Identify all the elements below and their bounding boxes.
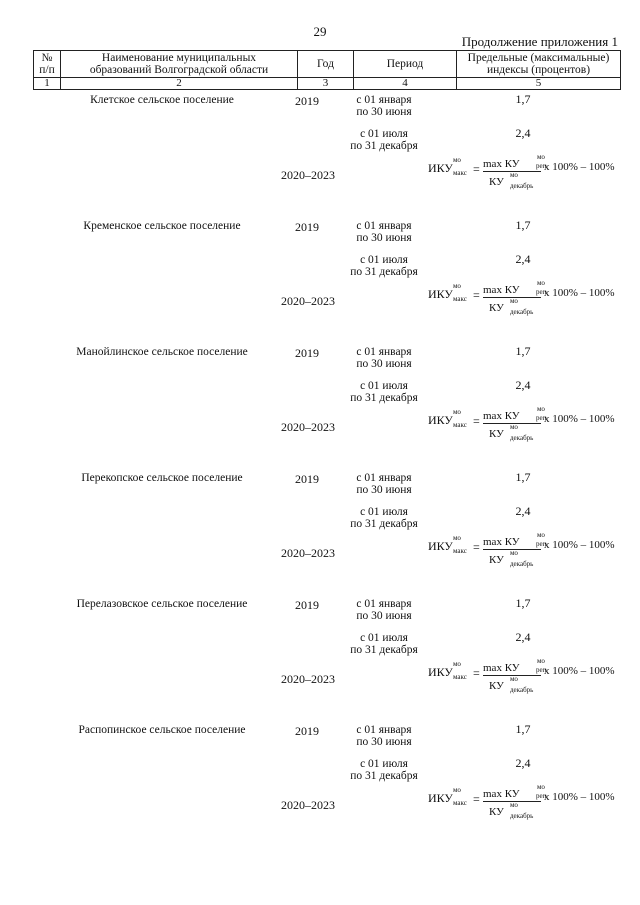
municipality-name: Клетское сельское поселение: [90, 94, 234, 106]
formula-lhs-sub: макс: [453, 673, 467, 681]
formula-lhs-sup: мо: [453, 408, 461, 416]
formula-lhs: ИКУ: [428, 287, 453, 301]
formula-denominator-sup: мо: [510, 549, 518, 557]
formula-equals: =: [473, 162, 480, 176]
formula-denominator: КУ: [489, 554, 504, 566]
column-number-5: 5: [457, 78, 621, 90]
year-range: 2020–2023: [281, 672, 335, 686]
period-second-half: с 01 июля по 31 декабря: [350, 254, 418, 278]
formula-denominator-sub: декабрь: [510, 434, 534, 442]
formula-numerator-sup: мо: [537, 657, 545, 665]
formula-denominator: КУ: [489, 806, 504, 818]
formula-denominator-sup: мо: [510, 801, 518, 809]
formula-denominator: КУ: [489, 176, 504, 188]
formula-equals: =: [473, 792, 480, 806]
formula-lhs-sub: макс: [453, 169, 467, 177]
year-2019: 2019: [295, 220, 319, 234]
formula-numerator-sup: мо: [537, 153, 545, 161]
year-range: 2020–2023: [281, 294, 335, 308]
formula-denominator: КУ: [489, 680, 504, 692]
year-2019: 2019: [295, 346, 319, 360]
index-first-half: 1,7: [515, 722, 531, 736]
period-first-half: с 01 января по 30 июня: [356, 472, 412, 496]
index-second-half: 2,4: [515, 756, 531, 770]
formula-denominator-sub: декабрь: [510, 686, 534, 694]
formula-equals: =: [473, 288, 480, 302]
municipality-name: Перелазовское сельское поселение: [76, 598, 248, 610]
header-number: № п/п: [34, 51, 61, 78]
index-first-half: 1,7: [515, 596, 531, 610]
formula-lhs-sup: мо: [453, 282, 461, 290]
formula-denominator-sub: декабрь: [510, 308, 534, 316]
index-first-half: 1,7: [515, 92, 531, 106]
index-first-half: 1,7: [515, 344, 531, 358]
table-header: [33, 50, 621, 90]
index-second-half: 2,4: [515, 630, 531, 644]
formula-numerator-sup: мо: [537, 279, 545, 287]
formula-denominator-sub: декабрь: [510, 560, 534, 568]
appendix-label: Продолжение приложения 1: [461, 34, 618, 49]
formula-numerator-sup: мо: [537, 405, 545, 413]
formula-denominator-sup: мо: [510, 423, 518, 431]
formula-lhs-sub: макс: [453, 421, 467, 429]
index-second-half: 2,4: [515, 378, 531, 392]
municipality-name: Манойлинское сельское поселение: [76, 346, 248, 358]
formula-numerator-sub: реп: [536, 666, 547, 674]
formula-equals: =: [473, 540, 480, 554]
formula-lhs: ИКУ: [428, 539, 453, 553]
formula-denominator-sub: декабрь: [510, 182, 534, 190]
column-number-2: 2: [61, 78, 298, 90]
municipality-name: Распопинское сельское поселение: [78, 724, 246, 736]
period-first-half: с 01 января по 30 июня: [356, 346, 412, 370]
formula-tail: х 100% – 100%: [544, 791, 615, 803]
formula-numerator: max КУ: [483, 410, 520, 422]
year-2019: 2019: [295, 724, 319, 738]
index-formula: [428, 656, 622, 694]
index-second-half: 2,4: [515, 504, 531, 518]
formula-tail: х 100% – 100%: [544, 665, 615, 677]
formula-denominator-sub: декабрь: [510, 812, 534, 820]
column-number-3: 3: [298, 78, 354, 90]
formula-lhs-sup: мо: [453, 534, 461, 542]
index-first-half: 1,7: [515, 470, 531, 484]
formula-denominator: КУ: [489, 302, 504, 314]
formula-numerator: max КУ: [483, 788, 520, 800]
index-second-half: 2,4: [515, 252, 531, 266]
year-range: 2020–2023: [281, 420, 335, 434]
period-first-half: с 01 января по 30 июня: [356, 598, 412, 622]
period-first-half: с 01 января по 30 июня: [356, 94, 412, 118]
period-first-half: с 01 января по 30 июня: [356, 220, 412, 244]
year-range: 2020–2023: [281, 798, 335, 812]
formula-numerator: max КУ: [483, 536, 520, 548]
municipality-name: Кременское сельское поселение: [83, 220, 241, 232]
formula-lhs: ИКУ: [428, 665, 453, 679]
year-2019: 2019: [295, 94, 319, 108]
formula-tail: х 100% – 100%: [544, 539, 615, 551]
period-second-half: с 01 июля по 31 декабря: [350, 632, 418, 656]
formula-denominator-sup: мо: [510, 171, 518, 179]
formula-numerator-sub: реп: [536, 414, 547, 422]
year-range: 2020–2023: [281, 168, 335, 182]
formula-denominator-sup: мо: [510, 297, 518, 305]
formula-tail: х 100% – 100%: [544, 413, 615, 425]
formula-numerator: max КУ: [483, 662, 520, 674]
formula-numerator-sub: реп: [536, 162, 547, 170]
formula-equals: =: [473, 666, 480, 680]
formula-tail: х 100% – 100%: [544, 287, 615, 299]
formula-numerator-sup: мо: [537, 531, 545, 539]
index-formula: [428, 530, 622, 568]
formula-lhs-sub: макс: [453, 799, 467, 807]
formula-tail: х 100% – 100%: [544, 161, 615, 173]
header-period: Период: [354, 51, 457, 78]
formula-numerator-sup: мо: [537, 783, 545, 791]
formula-denominator: КУ: [489, 428, 504, 440]
formula-numerator-sub: реп: [536, 288, 547, 296]
period-first-half: с 01 января по 30 июня: [356, 724, 412, 748]
year-range: 2020–2023: [281, 546, 335, 560]
header-year: Год: [298, 51, 354, 78]
formula-numerator: max КУ: [483, 158, 520, 170]
year-2019: 2019: [295, 472, 319, 486]
period-second-half: с 01 июля по 31 декабря: [350, 380, 418, 404]
index-formula: [428, 152, 622, 190]
formula-lhs: ИКУ: [428, 413, 453, 427]
index-second-half: 2,4: [515, 126, 531, 140]
formula-lhs-sub: макс: [453, 547, 467, 555]
formula-numerator: max КУ: [483, 284, 520, 296]
column-number-1: 1: [34, 78, 61, 90]
page-number: 29: [313, 24, 327, 39]
header-indices: Предельные (максимальные) индексы (процентов): [457, 51, 621, 78]
formula-lhs: ИКУ: [428, 791, 453, 805]
formula-lhs-sup: мо: [453, 786, 461, 794]
formula-denominator-sup: мо: [510, 675, 518, 683]
municipality-name: Перекопское сельское поселение: [81, 472, 243, 484]
period-second-half: с 01 июля по 31 декабря: [350, 506, 418, 530]
formula-lhs-sup: мо: [453, 156, 461, 164]
formula-lhs-sup: мо: [453, 660, 461, 668]
index-formula: [428, 404, 622, 442]
formula-equals: =: [473, 414, 480, 428]
index-first-half: 1,7: [515, 218, 531, 232]
period-second-half: с 01 июля по 31 декабря: [350, 128, 418, 152]
formula-numerator-sub: реп: [536, 792, 547, 800]
formula-numerator-sub: реп: [536, 540, 547, 548]
index-formula: [428, 278, 622, 316]
column-number-4: 4: [354, 78, 457, 90]
formula-lhs-sub: макс: [453, 295, 467, 303]
index-formula: [428, 782, 622, 820]
formula-lhs: ИКУ: [428, 161, 453, 175]
year-2019: 2019: [295, 598, 319, 612]
header-name: Наименование муниципальных образований Волгоградской области: [61, 51, 298, 78]
period-second-half: с 01 июля по 31 декабря: [350, 758, 418, 782]
